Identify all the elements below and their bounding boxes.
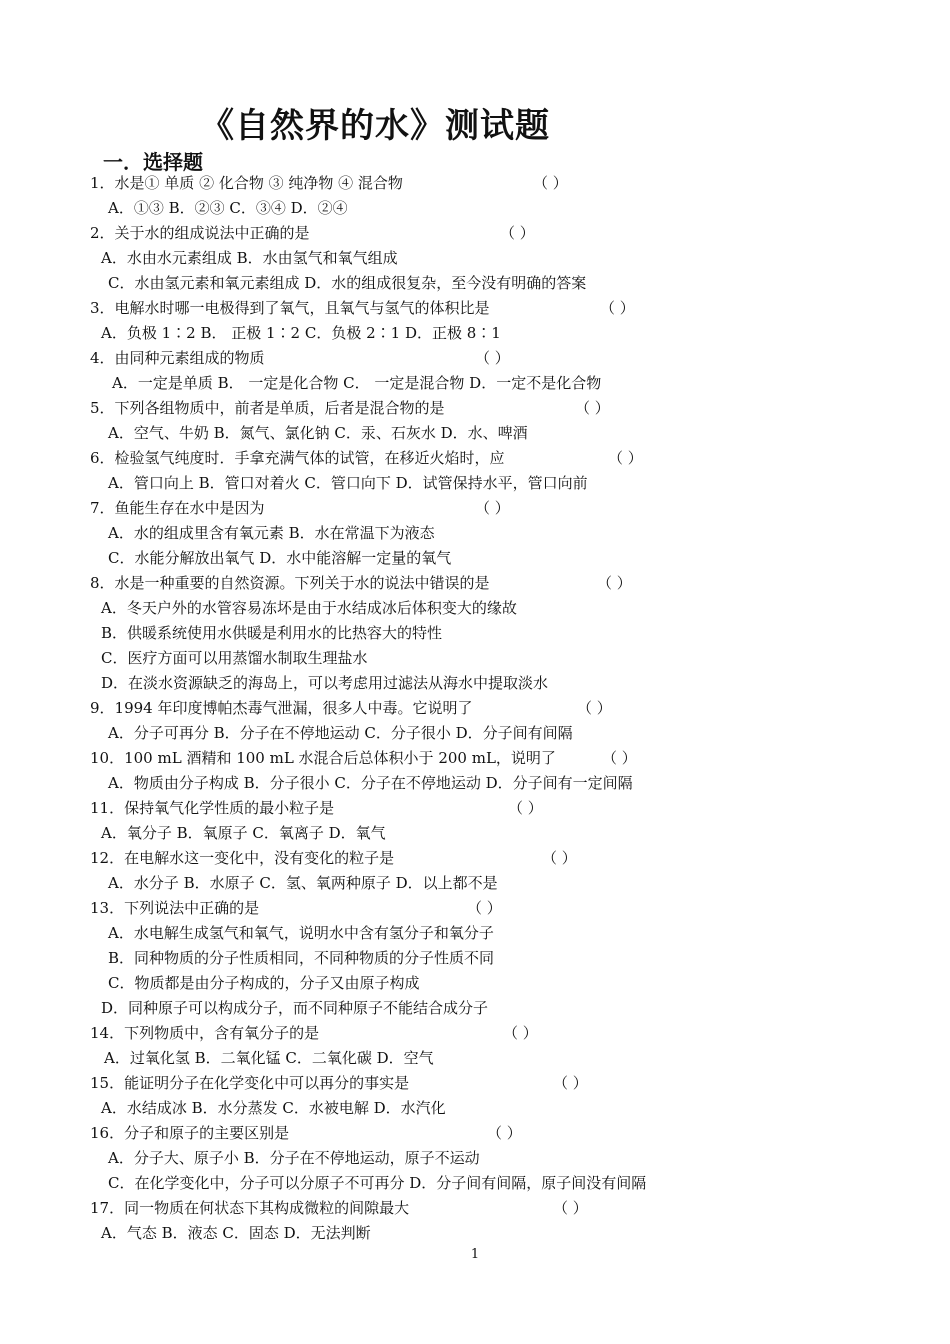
question-line: 2．关于水的组成说法中正确的是 [90, 224, 310, 242]
question-line: 10．100 mL 酒精和 100 mL 水混合后总体积小于 200 mL，说明了 [90, 749, 556, 767]
answer-bracket: （ ） [467, 899, 502, 917]
option-line: A．物质由分子构成 B．分子很小 C．分子在不停地运动 D．分子间有一定间隔 [108, 774, 633, 792]
answer-bracket: （ ） [600, 299, 635, 317]
option-line: C．物质都是由分子构成的，分子又由原子构成 [108, 974, 420, 992]
question-line: 16．分子和原子的主要区别是 [90, 1124, 290, 1142]
page-number: 1 [470, 1247, 480, 1262]
option-line: A．水电解生成氢气和氧气，说明水中含有氢分子和氧分子 [108, 924, 494, 942]
option-line: B．同种物质的分子性质相同，不同种物质的分子性质不同 [108, 949, 495, 967]
option-line: B．供暖系统使用水供暖是利用水的比热容大的特性 [101, 624, 443, 642]
answer-bracket: （ ） [533, 174, 568, 192]
page-title: 《自然界的水》测试题 [200, 106, 550, 146]
question-line: 14．下列物质中，含有氧分子的是 [90, 1024, 320, 1042]
option-line: C．医疗方面可以用蒸馏水制取生理盐水 [101, 649, 368, 667]
answer-bracket: （ ） [487, 1124, 522, 1142]
section-heading: 一．选择题 [103, 150, 203, 174]
option-line: A．水分子 B．水原子 C．氢、氧两种原子 D．以上都不是 [108, 874, 498, 892]
answer-bracket: （ ） [500, 224, 535, 242]
answer-bracket: （ ） [577, 699, 612, 717]
answer-bracket: （ ） [575, 399, 610, 417]
option-line: A．冬天户外的水管容易冻坏是由于水结成冰后体积变大的缘故 [101, 599, 517, 617]
option-line: A．氧分子 B．氧原子 C．氧离子 D．氧气 [101, 824, 386, 842]
question-line: 3．电解水时哪一电极得到了氧气，且氧气与氢气的体积比是 [90, 299, 490, 317]
question-line: 4．由同种元素组成的物质 [90, 349, 265, 367]
question-line: 13．下列说法中正确的是 [90, 899, 260, 917]
option-line: A．①③ B．②③ C．③④ D．②④ [108, 199, 348, 217]
question-line: 12．在电解水这一变化中，没有变化的粒子是 [90, 849, 395, 867]
answer-bracket: （ ） [597, 574, 632, 592]
option-line: C．水由氢元素和氧元素组成 D．水的组成很复杂，至今没有明确的答案 [108, 274, 587, 292]
option-line: A．一定是单质 B． 一定是化合物 C． 一定是混合物 D．一定不是化合物 [112, 374, 602, 392]
answer-bracket: （ ） [608, 449, 643, 467]
question-line: 15．能证明分子在化学变化中可以再分的事实是 [90, 1074, 410, 1092]
option-line: A．水由水元素组成 B．水由氢气和氧气组成 [101, 249, 398, 267]
answer-bracket: （ ） [553, 1199, 588, 1217]
option-line: A．空气、牛奶 B．氮气、氯化钠 C．汞、石灰水 D．水、啤酒 [108, 424, 528, 442]
option-line: C．在化学变化中，分子可以分原子不可再分 D．分子间有间隔，原子间没有间隔 [108, 1174, 647, 1192]
option-line: A．水的组成里含有氧元素 B．水在常温下为液态 [108, 524, 435, 542]
question-line: 8．水是一种重要的自然资源。下列关于水的说法中错误的是 [90, 574, 490, 592]
question-line: 6．检验氢气纯度时．手拿充满气体的试管，在移近火焰时，应 [90, 449, 505, 467]
option-line: A．负极 1∶2 B． 正极 1∶2 C．负极 2∶1 D．正极 8∶1 [101, 324, 501, 342]
question-line: 1．水是① 单质 ② 化合物 ③ 纯净物 ④ 混合物 [90, 174, 403, 192]
option-line: A．过氧化氢 B．二氧化锰 C．二氧化碳 D．空气 [104, 1049, 434, 1067]
question-line: 9．1994 年印度博帕杰毒气泄漏，很多人中毒。它说明了 [90, 699, 473, 717]
question-line: 11．保持氧气化学性质的最小粒子是 [90, 799, 335, 817]
option-line: A．管口向上 B．管口对着火 C．管口向下 D．试管保持水平，管口向前 [108, 474, 588, 492]
option-line: A．水结成冰 B．水分蒸发 C．水被电解 D．水汽化 [101, 1099, 446, 1117]
answer-bracket: （ ） [602, 749, 637, 767]
option-line: A．分子可再分 B．分子在不停地运动 C．分子很小 D．分子间有间隔 [108, 724, 573, 742]
option-line: D．同种原子可以构成分子，而不同种原子不能结合成分子 [101, 999, 489, 1017]
answer-bracket: （ ） [553, 1074, 588, 1092]
answer-bracket: （ ） [475, 499, 510, 517]
option-line: D．在淡水资源缺乏的海岛上，可以考虑用过滤法从海水中提取淡水 [101, 674, 549, 692]
answer-bracket: （ ） [542, 849, 577, 867]
question-line: 7．鱼能生存在水中是因为 [90, 499, 265, 517]
option-line: A．气态 B．液态 C．固态 D．无法判断 [101, 1224, 371, 1242]
answer-bracket: （ ） [508, 799, 543, 817]
question-line: 17．同一物质在何状态下其构成微粒的间隙最大 [90, 1199, 410, 1217]
answer-bracket: （ ） [475, 349, 510, 367]
option-line: A．分子大、原子小 B．分子在不停地运动，原子不运动 [108, 1149, 480, 1167]
answer-bracket: （ ） [503, 1024, 538, 1042]
question-line: 5．下列各组物质中，前者是单质，后者是混合物的是 [90, 399, 445, 417]
option-line: C．水能分解放出氧气 D．水中能溶解一定量的氧气 [108, 549, 452, 567]
